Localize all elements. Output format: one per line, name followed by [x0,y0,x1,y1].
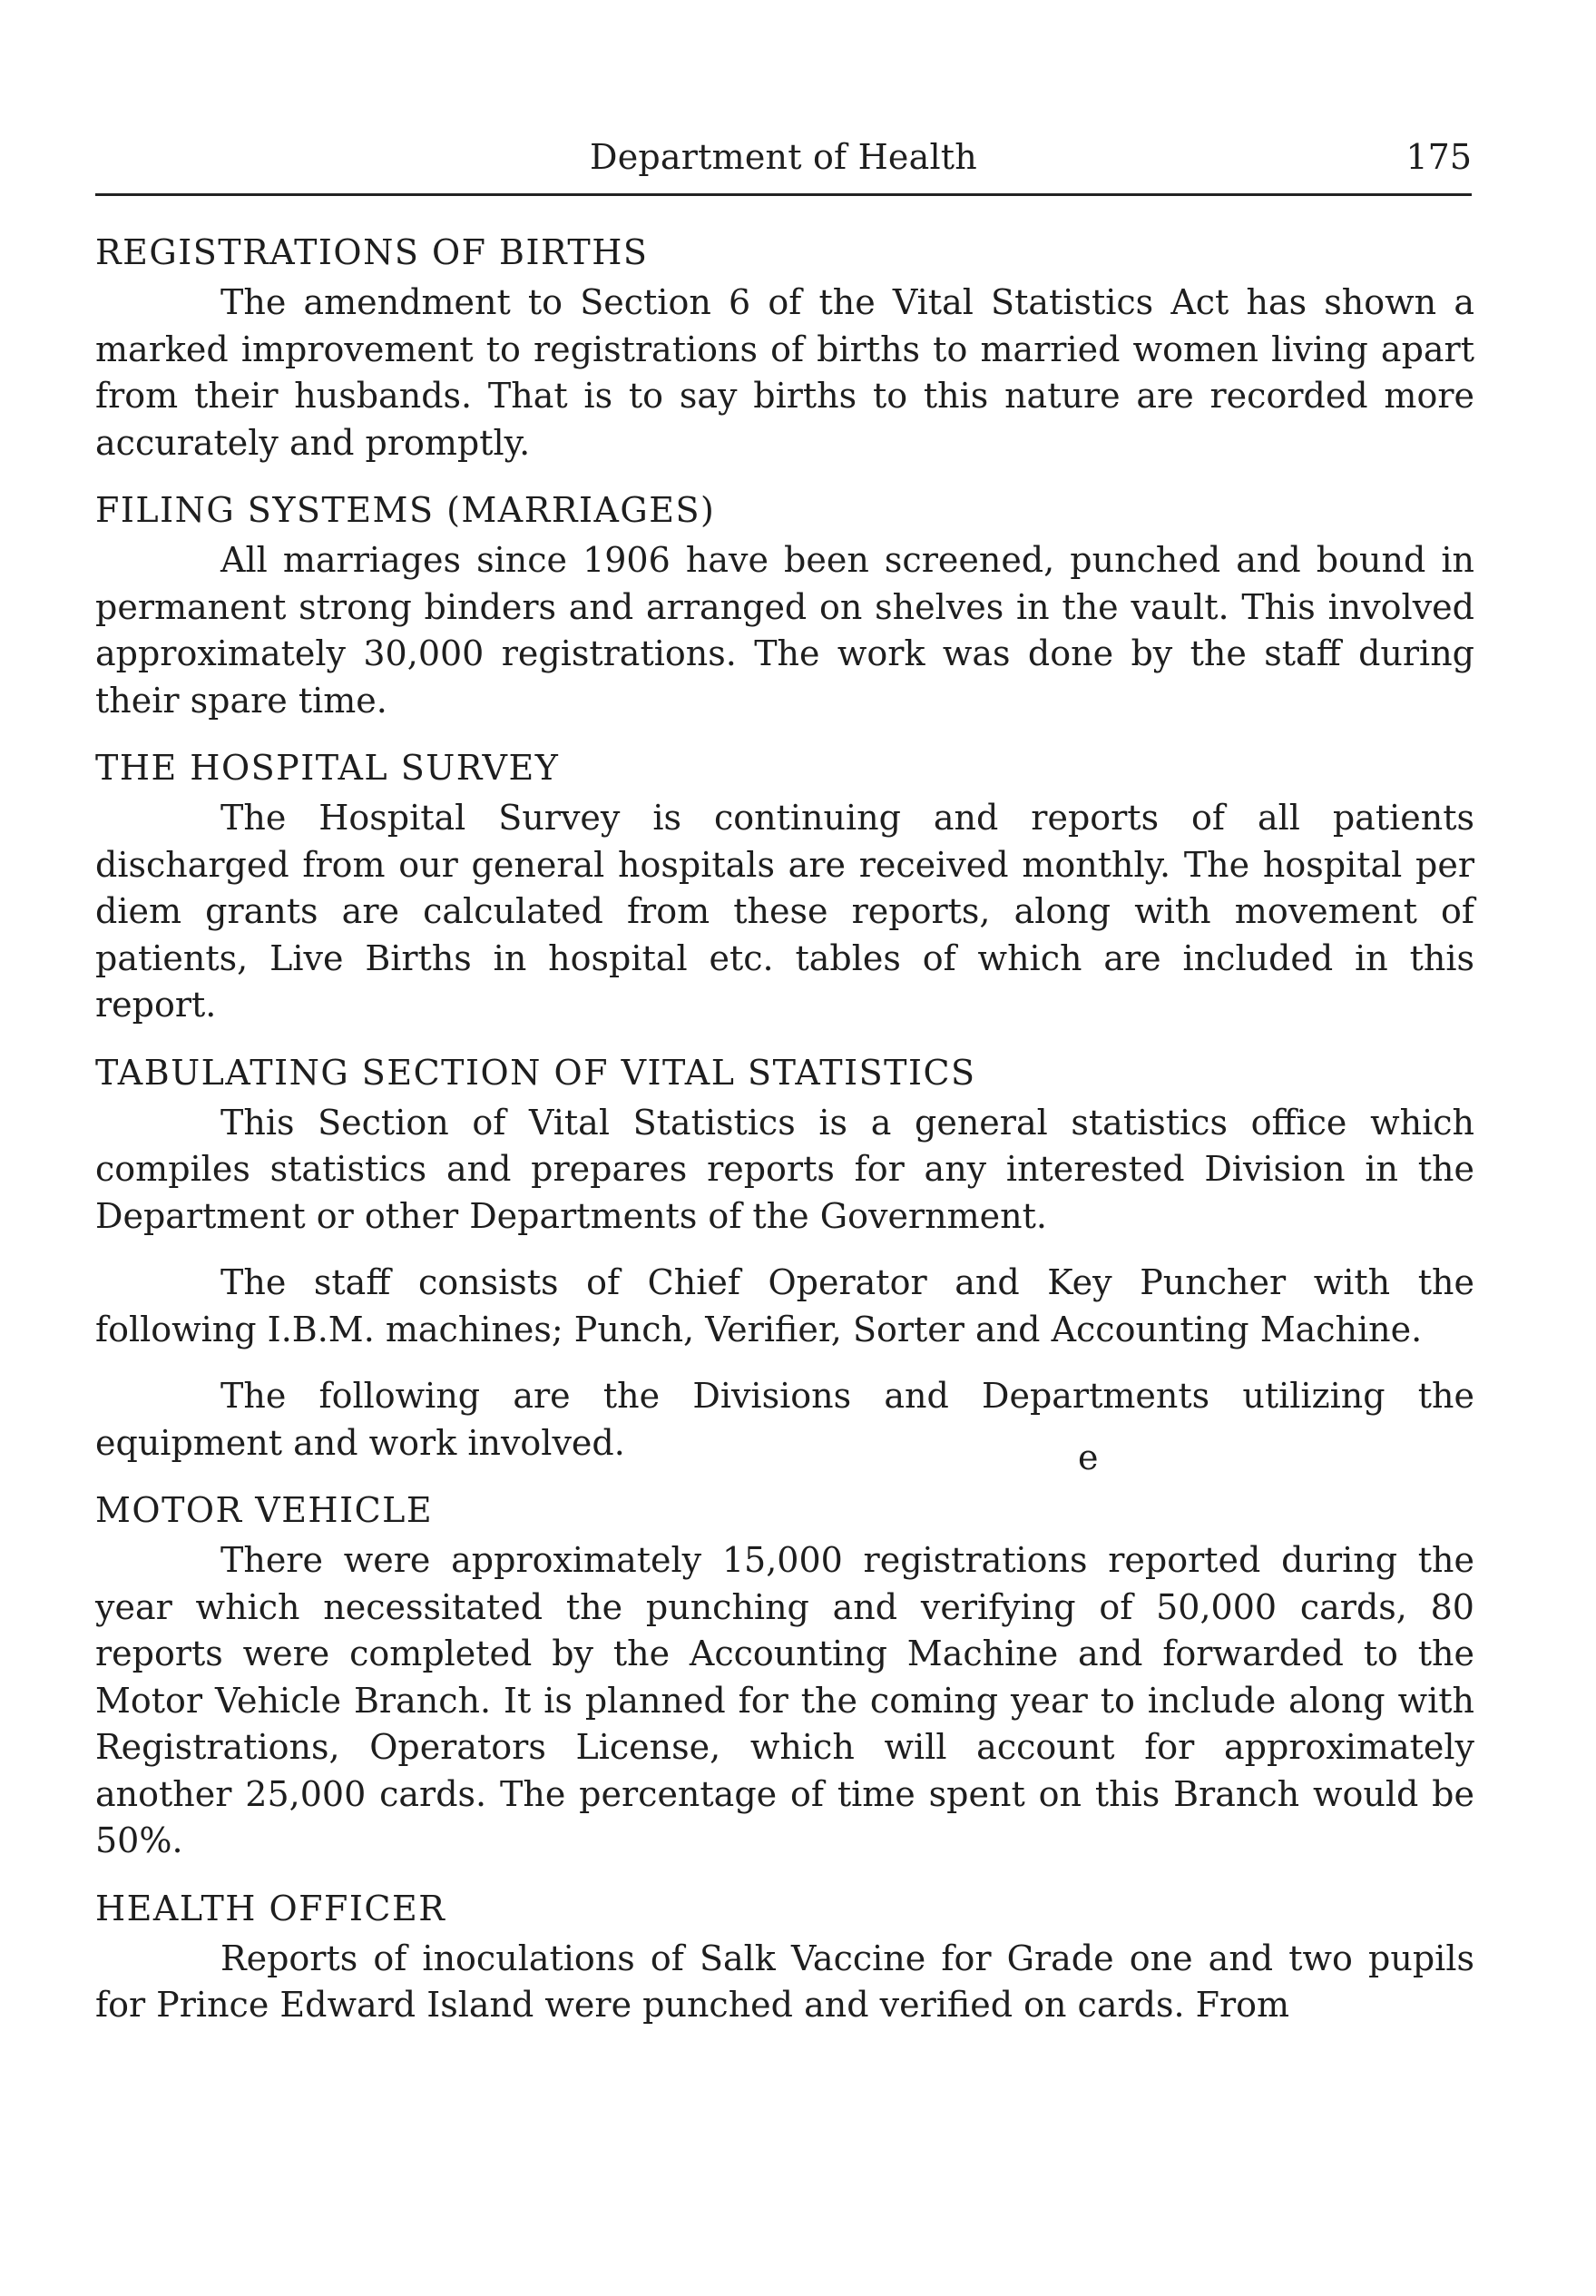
page-number: 175 [1405,137,1472,177]
section-heading: THE HOSPITAL SURVEY [95,748,560,788]
section-hospital-survey [95,744,1474,1029]
section-tabulating-section [95,1049,1474,1467]
section-heading: TABULATING SECTION OF VITAL STATISTICS [95,1052,976,1093]
section-motor-vehicle [95,1487,1474,1865]
stray-mark: e [1078,1437,1099,1477]
section-filing-systems [95,486,1474,724]
section-heading: FILING SYSTEMS (MARRIAGES) [95,490,716,530]
section-heading: MOTOR VEHICLE [95,1490,434,1530]
paragraph: The Hospital Survey is continuing and reports of all patients discharged from our general hospitals are received monthly. The hospital per diem grants are calculated from these reports, along with movement of patients, Live Births in hospital etc. tables of which are included in this report. [95,798,1474,1025]
paragraph: The staff consists of Chief Operator and Key Puncher with the following I.B.M. machines; Punch, Verifier, Sorter and Accounting Machine. [95,1262,1474,1349]
section-heading: HEALTH OFFICER [95,1888,446,1928]
paragraph: There were approximately 15,000 registrations reported during the year which necessitated the punching and verifying of 50,000 cards, 80 reports were completed by the Accounting Machine and forwarded to the Motor Vehicle Branch. It is planned for the coming year to include along with Registrations, Operators License, which will account for approximately another 25,000 cards. The percentage of time spent on this Branch would be 50%. [95,1540,1474,1860]
section-registrations-of-births [95,229,1474,466]
paragraph: This Section of Vital Statistics is a general statistics office which compiles statistics and prepares reports for any interested Division in the Department or other Departments of the Government. [95,1102,1474,1236]
paragraph: Reports of inoculations of Salk Vaccine for Grade one and two pupils for Prince Edward Island were punched and verified on cards. From [95,1938,1474,2025]
paragraph: The following are the Divisions and Departments utilizing the equipment and work involved. [95,1376,1474,1463]
running-head [95,130,1472,184]
section-health-officer [95,1885,1474,2029]
body-text [95,229,1474,2049]
paragraph: All marriages since 1906 have been screened, punched and bound in permanent strong binders and arranged on shelves in the vault. This involved approximately 30,000 registrations. The work was done by the staff during their spare time. [95,540,1474,721]
header-rule [95,193,1472,196]
page-title: Department of Health [590,137,977,177]
section-heading: REGISTRATIONS OF BIRTHS [95,232,649,272]
paragraph: The amendment to Section 6 of the Vital Statistics Act has shown a marked improvement to registrations of births to married women living apart from their husbands. That is to say births to this nature are recorded more accurately and promptly. [95,282,1474,463]
